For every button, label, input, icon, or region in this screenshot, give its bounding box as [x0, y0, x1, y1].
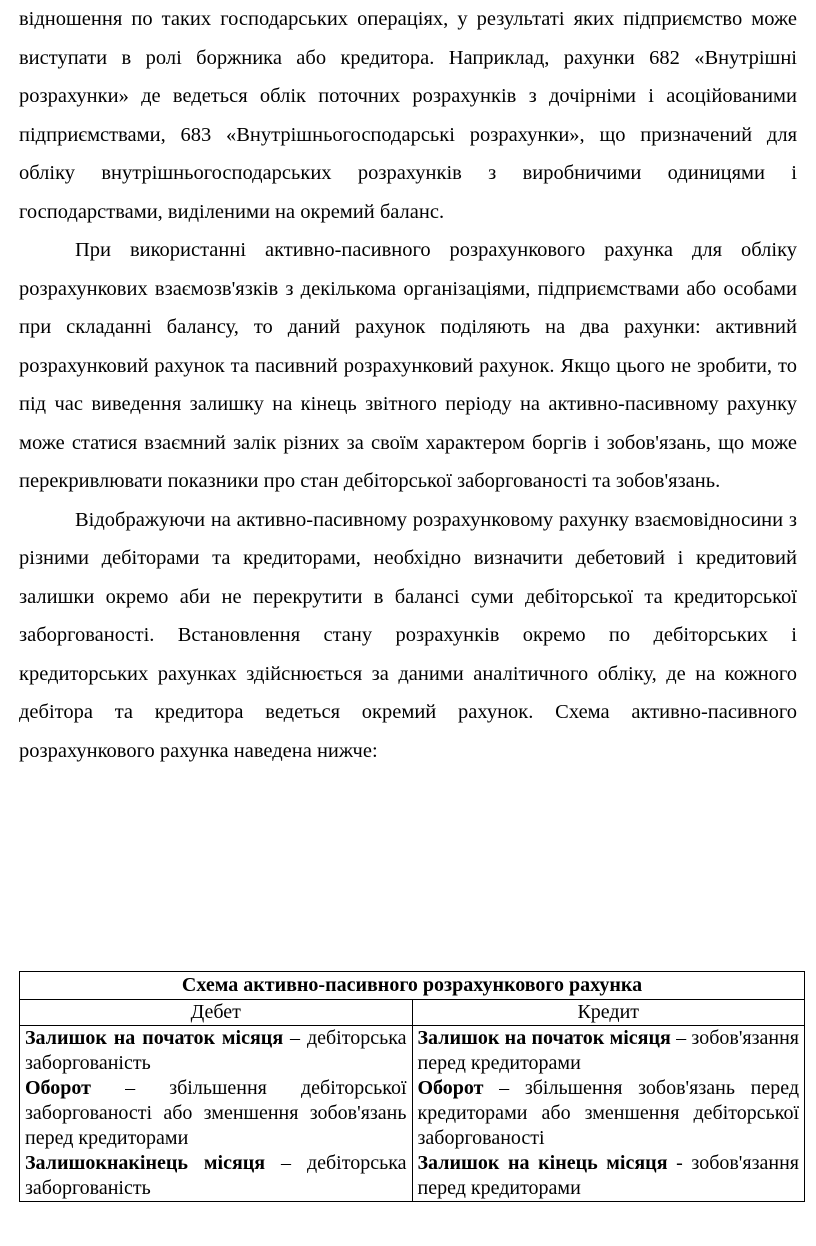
credit-opening-balance — [418, 1026, 800, 1076]
credit-column — [412, 1026, 805, 1202]
table-caption: Схема активно-пасивного розрахункового рахунка — [20, 972, 805, 1000]
credit-closing-balance — [418, 1151, 800, 1201]
description: збільшення зобов'язань перед кредиторами або зменшення дебіторської заборгованості — [417, 1077, 799, 1149]
separator: – — [90, 1077, 170, 1099]
term: Залишок на початок місяця — [25, 1027, 284, 1049]
description: зобов'язання перед кредиторами — [417, 1152, 799, 1199]
term: Залишок на початок місяця — [417, 1027, 671, 1049]
description: дебіторська заборгованість — [25, 1152, 407, 1199]
term: Оборот — [417, 1077, 484, 1099]
document-page — [19, 0, 800, 1199]
debit-opening-balance — [25, 1026, 407, 1076]
credit-turnover — [418, 1076, 800, 1151]
term: Залишок на кінець місяця — [417, 1152, 668, 1174]
term: Оборот — [25, 1077, 91, 1099]
term: Залишокнакінець місяця — [25, 1152, 266, 1174]
separator: - — [667, 1152, 692, 1174]
description: зобов'язання перед кредиторами — [417, 1027, 800, 1074]
paragraph-1: відношення по таких господарських операціях, у результаті яких підприємство може виступати в ролі боржника або кредитора. Наприклад, рахунки 682 «Внутрішні розрахунки» де ведеться облік поточних розрахунків з дочірніми і асоційованими підприємствами, 683 «Внутрішньогосподарські розрахунки», що призначений для обліку внутрішньогосподарських розрахунків з виробничими одиницями і господарствами, виділеними на окремий баланс. — [19, 8, 797, 223]
credit-header: Кредит — [412, 1000, 805, 1026]
debit-closing-balance — [25, 1151, 407, 1201]
separator: – — [670, 1027, 692, 1049]
paragraph-2: При використанні активно-пасивного розрахункового рахунка для обліку розрахункових взаємозв'язків з декількома організаціями, підприємствами або особами при складанні балансу, то даний рахунок поділяють на два рахунки: активний розрахунковий рахунок та пасивний розрахунковий рахунок. Якщо цього не зробити, то під час виведення залишку на кінець звітного періоду на активно-пасивному рахунку може статися взаємний залік різних за своїм характером боргів і зобов'язань, що може перекривлювати показники про стан дебіторської заборгованості та зобов'язань. — [19, 239, 797, 492]
separator: – — [265, 1152, 307, 1174]
paragraph-3: Відображуючи на активно-пасивному розрахунковому рахунку взаємовідносини з різними дебіторами та кредиторами, необхідно визначити дебетовий і кредитовий залишки окремо аби не перекрутити в балансі суми дебіторської та кредиторської заборгованості. Встановлення стану розрахунків окремо по дебіторських і кредиторських рахунках здійснюється за даними аналітичного обліку, де на кожного дебітора та кредитора ведеться окремий рахунок. Схема активно-пасивного розрахункового рахунка наведена нижче: — [19, 508, 797, 762]
description: збільшення дебіторської заборгованості або зменшення зобов'язань перед кредиторами — [25, 1077, 407, 1149]
separator: – — [483, 1077, 525, 1099]
description: дебіторська заборгованість — [25, 1027, 407, 1074]
account-scheme-table — [19, 971, 805, 1202]
debit-column — [20, 1026, 413, 1202]
debit-turnover — [25, 1076, 407, 1151]
separator: – — [283, 1027, 307, 1049]
debit-header: Дебет — [20, 1000, 413, 1026]
